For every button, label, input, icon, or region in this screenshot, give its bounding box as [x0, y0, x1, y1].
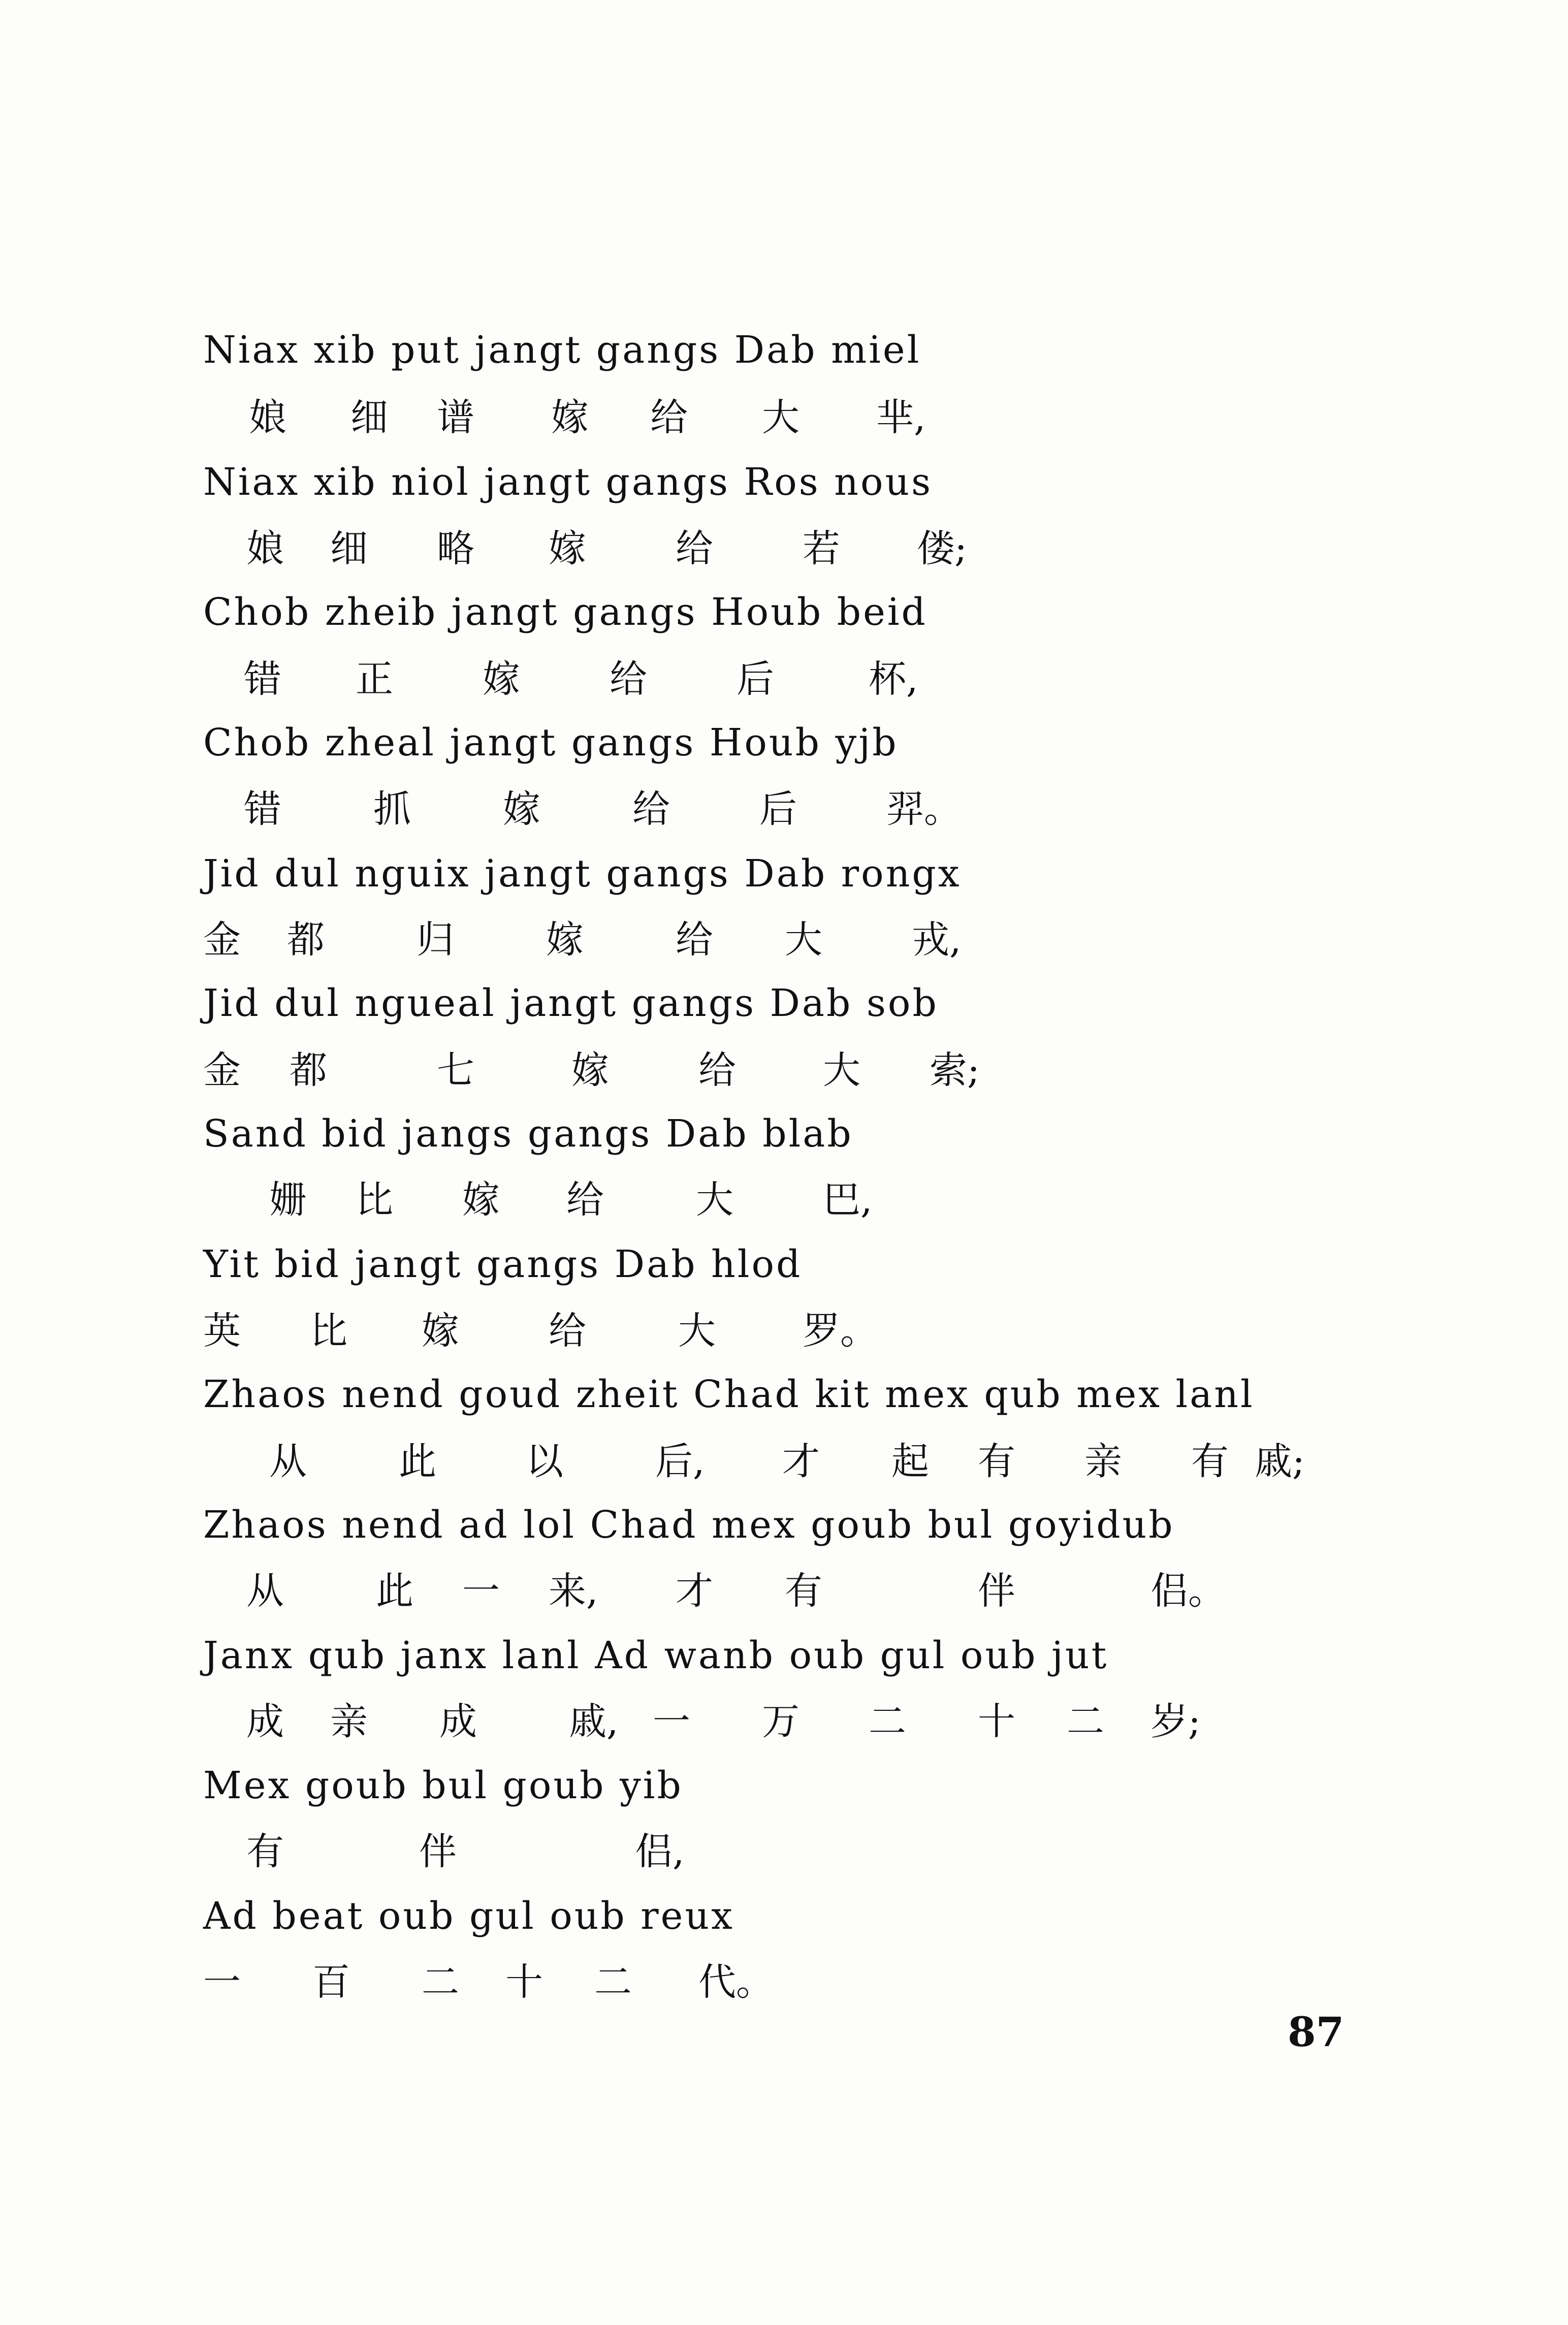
chinese-word: 若 [803, 527, 840, 570]
romanized-line: Chob zheib jangt gangs Houb beid [203, 590, 927, 634]
romanized-line: Zhaos nend goud zheit Chad kit mex qub mex lanl [203, 1373, 1255, 1416]
chinese-word: 英 [203, 1309, 241, 1353]
chinese-word: 嫁 [462, 1178, 500, 1222]
chinese-word: 细 [330, 527, 368, 570]
chinese-word: 来, [549, 1569, 598, 1613]
chinese-word: 正 [356, 657, 393, 701]
chinese-word: 侣。 [1150, 1569, 1226, 1613]
chinese-word: 给 [566, 1178, 604, 1222]
chinese-word: 都 [290, 1048, 327, 1092]
chinese-word: 嫁 [571, 1048, 609, 1092]
chinese-word: 伴 [978, 1569, 1015, 1613]
chinese-word: 娘 [246, 527, 284, 570]
chinese-word: 嫁 [546, 918, 584, 962]
chinese-word: 错 [244, 657, 281, 701]
chinese-word: 此 [376, 1569, 413, 1613]
chinese-word: 大 [678, 1309, 716, 1353]
chinese-word: 从 [246, 1569, 284, 1613]
chinese-word: 二 [869, 1700, 906, 1743]
chinese-word: 嫁 [551, 396, 589, 439]
chinese-word: 抓 [373, 787, 411, 831]
chinese-word: 比 [356, 1178, 393, 1222]
chinese-word: 戚; [1255, 1440, 1305, 1483]
romanized-line: Jid dul ngueal jangt gangs Dab sob [203, 981, 939, 1025]
chinese-word: 万 [762, 1700, 799, 1743]
chinese-word: 给 [676, 527, 713, 570]
chinese-word: 嫁 [549, 527, 586, 570]
chinese-word: 侣, [635, 1830, 685, 1873]
chinese-word: 罗。 [803, 1309, 878, 1353]
chinese-word: 七 [437, 1048, 474, 1092]
romanized-line: Niax xib put jangt gangs Dab miel [203, 328, 921, 372]
chinese-word: 嫁 [503, 787, 540, 831]
chinese-word: 成 [246, 1700, 284, 1743]
chinese-word: 起 [891, 1440, 929, 1483]
chinese-word: 给 [698, 1048, 736, 1092]
chinese-word: 给 [610, 657, 647, 701]
chinese-word: 一 [462, 1569, 500, 1613]
chinese-word: 伴 [419, 1830, 457, 1873]
chinese-word: 才 [782, 1440, 820, 1483]
chinese-word: 嫁 [483, 657, 520, 701]
chinese-word: 给 [632, 787, 670, 831]
chinese-word: 成 [439, 1700, 477, 1743]
chinese-word: 戚, [569, 1700, 619, 1743]
chinese-word: 后 [759, 787, 797, 831]
romanized-line: Zhaos nend ad lol Chad mex goub bul goyidub [203, 1503, 1175, 1547]
chinese-word: 二 [422, 1960, 459, 2004]
chinese-word: 有 [785, 1569, 822, 1613]
chinese-word: 大 [696, 1178, 733, 1222]
romanized-line: Niax xib niol jangt gangs Ros nous [203, 460, 933, 504]
chinese-word: 芈, [876, 396, 926, 439]
chinese-word: 金 [203, 1048, 241, 1092]
romanized-line: Mex goub bul goub yib [203, 1764, 683, 1807]
chinese-word: 给 [549, 1309, 586, 1353]
chinese-word: 才 [676, 1569, 713, 1613]
romanized-line: Jid dul nguix jangt gangs Dab rongx [203, 852, 962, 896]
chinese-word: 亲 [1084, 1440, 1122, 1483]
chinese-word: 十 [505, 1960, 543, 2004]
chinese-word: 从 [269, 1440, 307, 1483]
chinese-word: 以 [526, 1440, 563, 1483]
chinese-word: 大 [762, 396, 799, 439]
chinese-word: 给 [650, 396, 688, 439]
chinese-word: 一 [653, 1700, 690, 1743]
chinese-word: 后 [737, 657, 774, 701]
chinese-word: 错 [244, 787, 281, 831]
chinese-word: 后, [655, 1440, 705, 1483]
chinese-word: 代。 [698, 1960, 774, 2004]
chinese-word: 有 [246, 1830, 284, 1873]
romanized-line: Ad beat oub gul oub reux [203, 1894, 734, 1938]
chinese-word: 比 [310, 1309, 347, 1353]
chinese-word: 二 [1067, 1700, 1104, 1743]
romanized-line: Chob zheal jangt gangs Houb yjb [203, 721, 899, 765]
chinese-word: 有 [1191, 1440, 1229, 1483]
chinese-word: 大 [823, 1048, 860, 1092]
chinese-word: 嫁 [422, 1309, 459, 1353]
chinese-word: 大 [785, 918, 822, 962]
chinese-word: 巴, [823, 1178, 873, 1222]
chinese-word: 百 [312, 1960, 350, 2004]
chinese-word: 金 [203, 918, 241, 962]
chinese-word: 二 [594, 1960, 632, 2004]
chinese-word: 娘 [249, 396, 286, 439]
chinese-word: 羿。 [886, 787, 962, 831]
chinese-word: 给 [676, 918, 713, 962]
chinese-word: 此 [399, 1440, 436, 1483]
chinese-word: 有 [978, 1440, 1015, 1483]
chinese-word: 索; [930, 1048, 980, 1092]
chinese-word: 杯, [869, 657, 918, 701]
chinese-word: 谱 [437, 396, 474, 439]
chinese-word: 一 [203, 1960, 241, 2004]
chinese-word: 姗 [269, 1178, 307, 1222]
chinese-word: 细 [350, 396, 388, 439]
chinese-word: 都 [287, 918, 325, 962]
chinese-word: 岁; [1150, 1700, 1201, 1743]
page-number: 87 [1288, 2008, 1345, 2056]
romanized-line: Yit bid jangt gangs Dab hlod [203, 1243, 803, 1286]
chinese-word: 偻; [917, 527, 967, 570]
chinese-word: 十 [978, 1700, 1015, 1743]
chinese-word: 亲 [330, 1700, 368, 1743]
romanized-line: Sand bid jangs gangs Dab blab [203, 1112, 853, 1156]
romanized-line: Janx qub janx lanl Ad wanb oub gul oub jut [203, 1634, 1109, 1677]
chinese-word: 略 [437, 527, 474, 570]
chinese-word: 戎, [912, 918, 962, 962]
chinese-word: 归 [417, 918, 454, 962]
